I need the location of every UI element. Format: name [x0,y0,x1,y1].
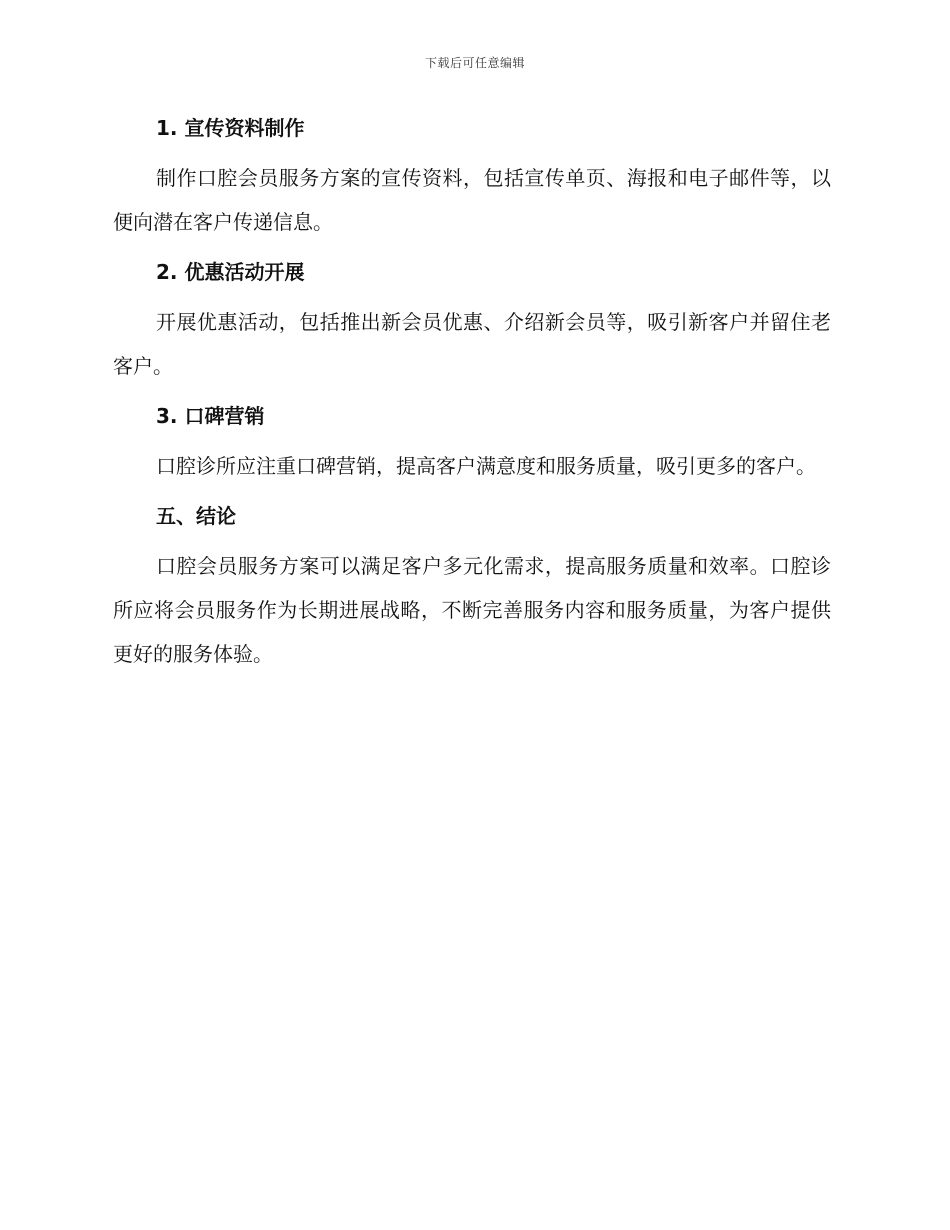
section-body-promo-materials: 制作口腔会员服务方案的宣传资料，包括宣传单页、海报和电子邮件等，以便向潜在客户传递信息。 [113,166,831,234]
page-header-note: 下载后可任意编辑 [424,56,525,70]
section-heading-word-of-mouth: 3. 口碑营销 [156,404,265,428]
document-body [113,112,831,676]
section-body-conclusion: 口腔会员服务方案可以满足客户多元化需求，提高服务质量和效率。口腔诊所应将会员服务作为长期进展战略，不断完善服务内容和服务质量，为客户提供更好的服务体验。 [113,554,831,666]
section-heading-promo-materials: 1. 宣传资料制作 [156,116,305,140]
section-body-word-of-mouth: 口腔诊所应注重口碑营销，提高客户满意度和服务质量，吸引更多的客户。 [156,454,816,478]
section-heading-discount-activities: 2. 优惠活动开展 [156,260,305,284]
section-body-discount-activities: 开展优惠活动，包括推出新会员优惠、介绍新会员等，吸引新客户并留住老客户。 [113,310,831,378]
section-heading-conclusion: 五、结论 [156,504,236,528]
